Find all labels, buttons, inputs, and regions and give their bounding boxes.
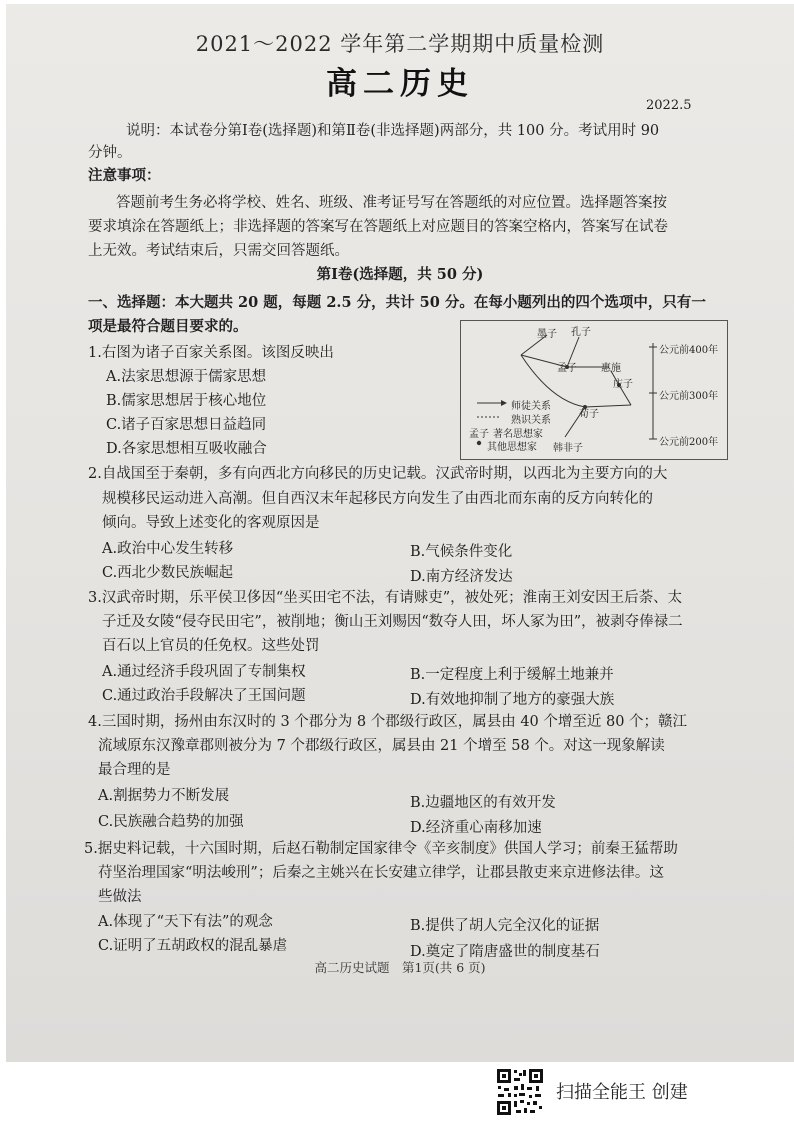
- node-hanfeizi: 韩非子: [553, 443, 583, 454]
- q3-option-c: C.通过政治手段解决了王国问题: [102, 688, 306, 704]
- instruction-line-2: 分钟。: [88, 145, 132, 161]
- section-title: 第Ⅰ卷(选择题，共 50 分): [316, 266, 484, 283]
- q3-stem-2: 子迁及女陵“侵夺民田宅”，被削地；衡山王刘赐因“数夺人田，坏人冢为田”，被剥夺俸禄二: [102, 614, 683, 630]
- q3-option-a: A.通过经济手段巩固了专制集权: [102, 664, 306, 680]
- q2-stem-2: 规模移民运动进入高潮。但自西汉末年起移民方向发生了由西北而东南的反方向转化的: [102, 491, 653, 507]
- timeline-200: 公元前200年: [659, 437, 719, 448]
- section-intro-2: 项是最符合题目要求的。: [88, 318, 248, 335]
- q5-stem-3: 些做法: [98, 889, 142, 905]
- q4-stem-3: 最合理的是: [98, 762, 171, 778]
- subject-title: 高二历史: [326, 66, 474, 102]
- legend-teacher: 师徒关系: [511, 401, 551, 412]
- notice-title: 注意事项：: [88, 167, 161, 184]
- hundred-schools-diagram: [460, 320, 728, 460]
- q5-option-c: C.证明了五胡政权的混乱暴虐: [98, 938, 288, 954]
- q4-option-a: A.割据势力不断发展: [98, 788, 230, 804]
- node-zhuangzi: 庄子: [613, 379, 633, 390]
- q1-option-a: A.法家思想源于儒家思想: [106, 369, 267, 385]
- legend-arrow: [501, 400, 507, 406]
- instruction-line-1: 说明：本试卷分第Ⅰ卷(选择题)和第Ⅱ卷(非选择题)两部分，共 100 分。考试用时 90: [126, 123, 660, 139]
- node-mozi: 墨子: [537, 329, 557, 340]
- timeline-300: 公元前300年: [659, 391, 719, 402]
- legend-famous: 著名思想家: [493, 429, 543, 440]
- q5-option-d: D.奠定了隋唐盛世的制度基石: [410, 944, 600, 960]
- node-mengzi: 孟子: [557, 363, 577, 374]
- q2-option-d: D.南方经济发达: [410, 569, 513, 585]
- qr-code-icon: [496, 1068, 544, 1116]
- q3-stem-3: 百石以上官员的任免权。这些处罚: [102, 638, 320, 654]
- q5-stem-2: 苻坚治理国家“明法峻刑”；后秦之主姚兴在长安建立律学，让郡县散吏来京进修法律。这: [98, 865, 664, 881]
- q5-stem-1: 5.据史料记载，十六国时期，后赵石勒制定国家律令《辛亥制度》供国人学习；前秦王猛帮助: [84, 841, 678, 857]
- q2-stem-1: 2.自战国至于秦朝，多有向西北方向移民的历史记载。汉武帝时期，以西北为主要方向的大: [88, 466, 668, 482]
- notice-line-1: 答题前考生务必将学校、姓名、班级、准考证号写在答题纸的对应位置。选择题答案按: [116, 195, 667, 211]
- q3-stem-1: 3.汉武帝时期，乐平侯卫侈因“坐买田宅不法，有请赇吏”，被处死；淮南王刘安因王后荼、太: [88, 590, 683, 606]
- q4-stem-2: 流域原东汉豫章郡则被分为 7 个郡级行政区，属县由 21 个增至 58 个。对这一现象解读: [98, 738, 665, 754]
- legend-acquaint: 熟识关系: [511, 415, 551, 426]
- q2-option-a: A.政治中心发生转移: [102, 541, 234, 557]
- q4-option-b: B.边疆地区的有效开发: [410, 795, 556, 811]
- page-footer: 高二历史试题 第1页(共 6 页): [314, 960, 486, 975]
- q3-option-d: D.有效地抑制了地方的豪强大族: [410, 692, 615, 708]
- q1-option-d: D.各家思想相互吸收融合: [106, 441, 267, 457]
- node-huishi: 惠施: [601, 363, 621, 374]
- q1-stem: 1.右图为诸子百家关系图。该图反映出: [88, 345, 334, 361]
- q1-option-b: B.儒家思想居于核心地位: [106, 393, 267, 409]
- q2-option-c: C.西北少数民族崛起: [102, 565, 234, 581]
- q2-stem-3: 倾向。导致上述变化的客观原因是: [102, 515, 320, 531]
- q5-option-b: B.提供了胡人完全汉化的证据: [410, 918, 600, 934]
- scanner-brand: 扫描全能王 创建: [556, 1082, 688, 1103]
- timeline-400: 公元前400年: [659, 345, 719, 356]
- notice-line-3: 上无效。考试结束后，只需交回答题纸。: [88, 243, 349, 259]
- q4-stem-1: 4.三国时期，扬州由东汉时的 3 个郡分为 8 个郡级行政区，属县由 40 个增至近 80 个；赣江: [88, 714, 688, 730]
- q5-option-a: A.体现了“天下有法”的观念: [98, 914, 273, 930]
- node-xunzi: 荀子: [579, 409, 599, 420]
- q3-option-b: B.一定程度上利于缓解土地兼并: [410, 667, 614, 683]
- legend-dot: [477, 441, 481, 445]
- exam-date: 2022.5: [646, 98, 692, 113]
- node-kongzi: 孔子: [571, 327, 591, 338]
- notice-line-2: 要求填涂在答题纸上；非选择题的答案写在答题纸上对应题目的答案空格内，答案写在试卷: [88, 219, 668, 235]
- q4-option-c: C.民族融合趋势的加强: [98, 814, 244, 830]
- exam-paper: [6, 4, 794, 1062]
- q4-option-d: D.经济重心南移加速: [410, 820, 542, 836]
- legend-other: 其他思想家: [487, 442, 537, 453]
- legend-sample: 孟子: [469, 429, 489, 440]
- q2-option-b: B.气候条件变化: [410, 544, 513, 560]
- exam-title: 2021～2022 学年第二学期期中质量检测: [195, 32, 605, 56]
- section-intro-1: 一、选择题：本大题共 20 题，每题 2.5 分，共计 50 分。在每小题列出的四个选项中，只有一: [88, 294, 706, 311]
- q1-option-c: C.诸子百家思想日益趋同: [106, 417, 267, 433]
